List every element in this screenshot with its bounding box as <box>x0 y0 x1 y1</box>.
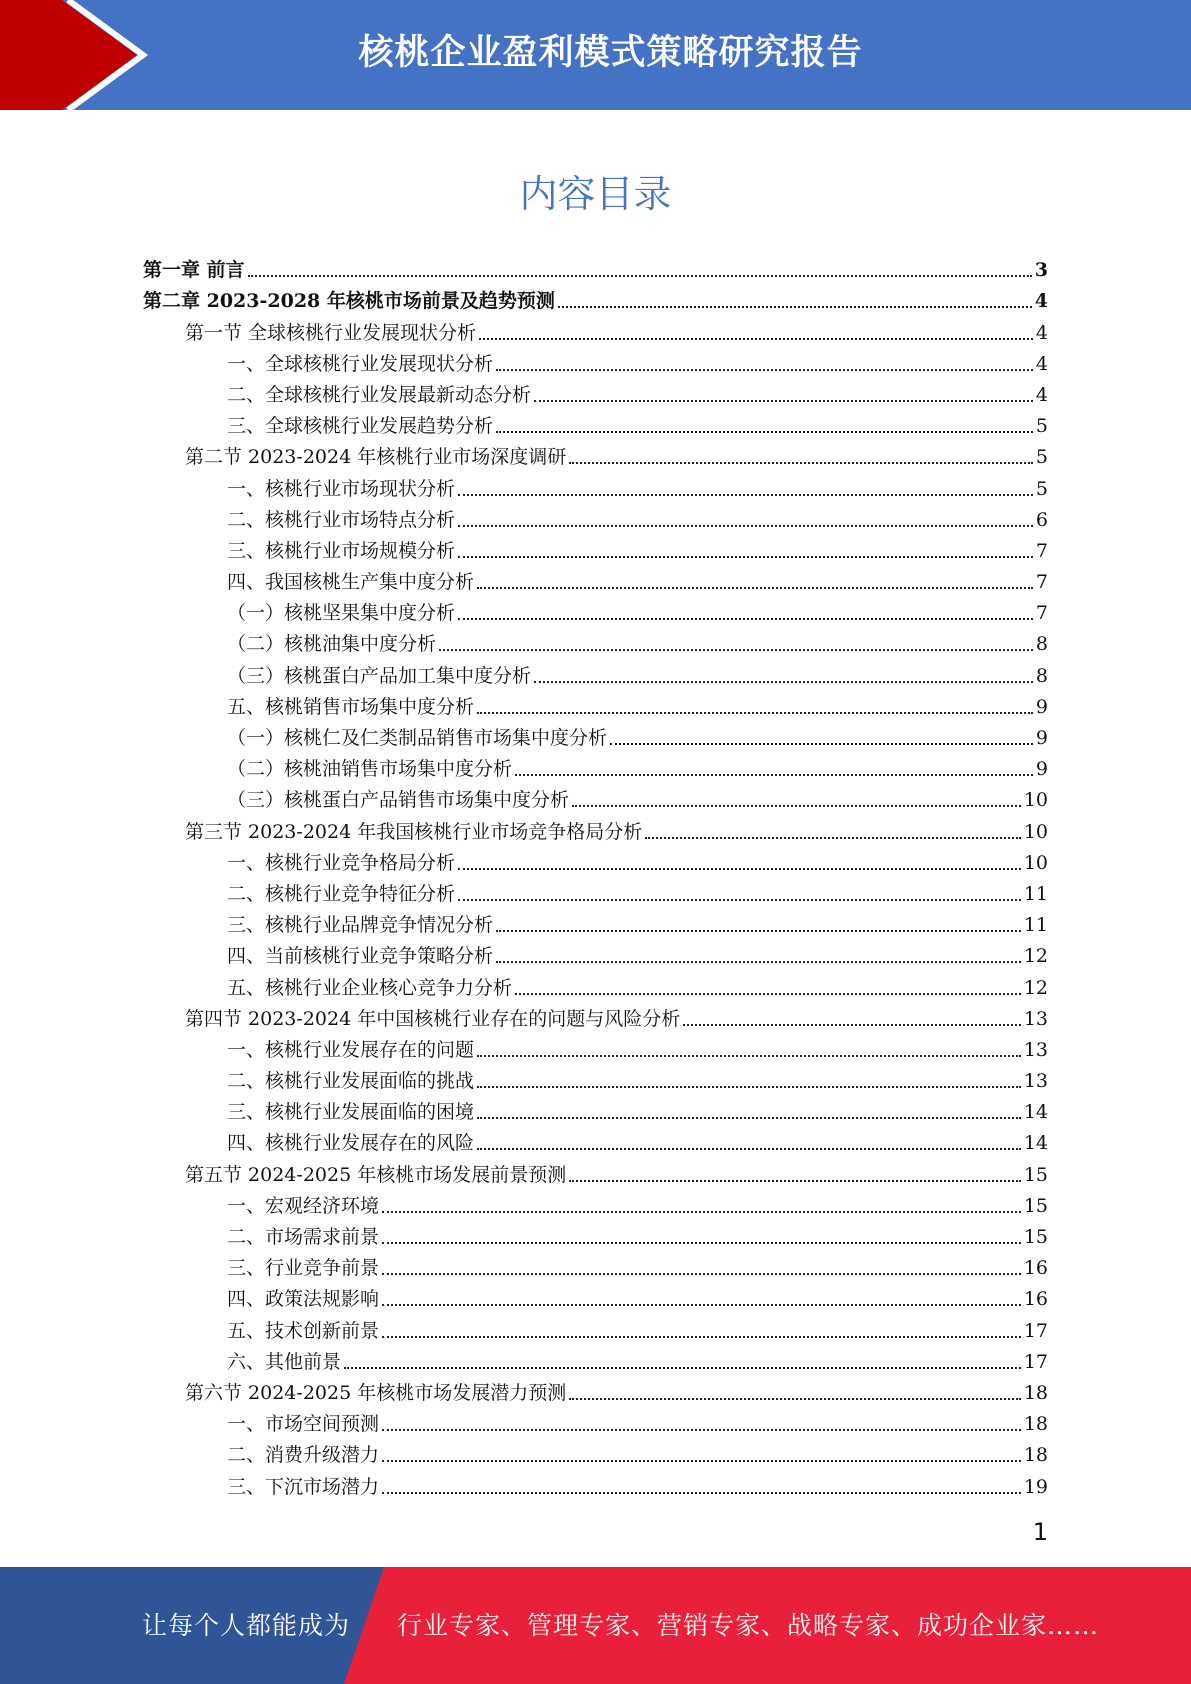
toc-entry-page: 5 <box>1035 415 1048 438</box>
toc-entry-page: 13 <box>1023 1070 1048 1093</box>
toc-entry-label: 六、其他前景 <box>227 1350 342 1373</box>
toc-dot-leader <box>610 743 1033 745</box>
toc-entry[interactable] <box>143 940 1048 971</box>
report-title: 核桃企业盈利模式策略研究报告 <box>358 33 863 73</box>
toc-dot-leader <box>477 1117 1021 1119</box>
toc-entry-label: 四、核桃行业发展存在的风险 <box>227 1132 475 1155</box>
toc-entry-page: 4 <box>1034 290 1048 313</box>
toc-entry-label: 三、下沉市场潜力 <box>227 1475 380 1498</box>
footer-slogan-left: 让每个人都能成为 <box>142 1611 351 1640</box>
toc-entry[interactable] <box>143 1003 1048 1034</box>
toc-entry[interactable] <box>143 348 1048 379</box>
toc-entry-label: （一）核桃仁及仁类制品销售市场集中度分析 <box>227 727 608 749</box>
toc-entry-page: 4 <box>1035 321 1048 344</box>
toc-entry-page: 11 <box>1023 914 1048 937</box>
toc-dot-leader <box>458 899 1021 901</box>
toc-entry[interactable] <box>143 1065 1048 1096</box>
toc-dot-leader <box>439 649 1033 651</box>
toc-entry[interactable] <box>143 878 1048 909</box>
toc-entry[interactable] <box>143 1221 1048 1252</box>
toc-dot-leader <box>382 1429 1021 1431</box>
page-number: 1 <box>1032 1518 1048 1546</box>
toc-entry-page: 18 <box>1023 1381 1048 1404</box>
toc-entry-page: 12 <box>1023 976 1048 999</box>
toc-entry-label: 一、核桃行业发展存在的问题 <box>227 1038 475 1061</box>
toc-entry[interactable] <box>143 753 1048 784</box>
toc-entry-page: 16 <box>1023 1288 1048 1311</box>
toc-heading: 内容目录 <box>519 172 672 216</box>
toc-entry-label: 第一节 全球核桃行业发展现状分析 <box>185 321 477 344</box>
toc-entry-page: 9 <box>1035 695 1048 718</box>
toc-entry-page: 8 <box>1035 664 1048 687</box>
toc-dot-leader <box>382 1242 1021 1244</box>
toc-entry-page: 7 <box>1035 571 1048 594</box>
toc-dot-leader <box>458 525 1033 527</box>
toc-entry[interactable] <box>143 379 1048 410</box>
toc-entry-page: 3 <box>1034 259 1048 282</box>
toc-entry-label: 五、核桃行业企业核心竞争力分析 <box>227 976 513 999</box>
toc-entry-label: 一、核桃行业市场现状分析 <box>227 477 456 500</box>
toc-entry-label: 三、核桃行业市场规模分析 <box>227 539 456 562</box>
toc-entry-page: 13 <box>1023 1038 1048 1061</box>
toc-entry-label: 一、宏观经济环境 <box>227 1194 380 1217</box>
toc-entry-label: （二）核桃油集中度分析 <box>227 633 437 656</box>
toc-entry[interactable] <box>143 1096 1048 1127</box>
toc-entry[interactable] <box>143 285 1048 316</box>
toc-dot-leader <box>683 1024 1021 1026</box>
toc-entry[interactable] <box>143 566 1048 597</box>
toc-dot-leader <box>248 275 1032 277</box>
toc-dot-leader <box>515 774 1033 776</box>
toc-entry-page: 6 <box>1035 508 1048 531</box>
toc-entry[interactable] <box>143 504 1048 535</box>
toc-entry[interactable] <box>143 628 1048 659</box>
toc-entry[interactable] <box>143 1377 1048 1408</box>
table-of-contents <box>143 254 1048 1502</box>
toc-entry-page: 10 <box>1023 789 1048 812</box>
toc-entry-label: 三、行业竞争前景 <box>227 1257 380 1280</box>
toc-entry[interactable] <box>143 909 1048 940</box>
toc-dot-leader <box>569 1398 1021 1400</box>
toc-entry[interactable] <box>143 1408 1048 1439</box>
toc-entry-label: 五、技术创新前景 <box>227 1319 380 1342</box>
toc-dot-leader <box>496 369 1033 371</box>
toc-entry-page: 10 <box>1023 820 1048 843</box>
toc-dot-leader <box>558 306 1032 308</box>
toc-entry[interactable] <box>143 597 1048 628</box>
toc-entry-page: 14 <box>1023 1132 1048 1155</box>
toc-entry-page: 12 <box>1023 945 1048 968</box>
toc-dot-leader <box>382 1460 1021 1462</box>
toc-entry[interactable] <box>143 1034 1048 1065</box>
toc-entry-label: 第四节 2023-2024 年中国核桃行业存在的问题与风险分析 <box>185 1007 681 1030</box>
toc-entry[interactable] <box>143 1127 1048 1158</box>
toc-entry-page: 15 <box>1023 1194 1048 1217</box>
toc-dot-leader <box>569 1180 1021 1182</box>
toc-entry[interactable] <box>143 784 1048 815</box>
toc-dot-leader <box>477 1148 1021 1150</box>
toc-dot-leader <box>534 681 1033 683</box>
toc-entry-label: （一）核桃坚果集中度分析 <box>227 602 456 625</box>
toc-entry-page: 8 <box>1035 633 1048 656</box>
toc-dot-leader <box>458 494 1033 496</box>
toc-entry-label: 第三节 2023-2024 年我国核桃行业市场竞争格局分析 <box>185 820 643 843</box>
toc-entry[interactable] <box>143 722 1048 753</box>
toc-dot-leader <box>645 837 1021 839</box>
toc-dot-leader <box>496 961 1021 963</box>
toc-dot-leader <box>477 587 1033 589</box>
toc-entry[interactable] <box>143 1190 1048 1221</box>
toc-entry[interactable] <box>143 1314 1048 1345</box>
toc-dot-leader <box>569 462 1033 464</box>
toc-entry[interactable] <box>143 472 1048 503</box>
toc-entry-label: 第二节 2023-2024 年核桃行业市场深度调研 <box>185 446 567 469</box>
toc-entry-label: 四、我国核桃生产集中度分析 <box>227 571 475 594</box>
toc-dot-leader <box>382 1492 1021 1494</box>
toc-entry-label: （三）核桃蛋白产品销售市场集中度分析 <box>227 789 570 812</box>
toc-entry-label: 一、全球核桃行业发展现状分析 <box>227 352 494 375</box>
toc-entry-label: 二、全球核桃行业发展最新动态分析 <box>227 383 532 406</box>
toc-entry-label: 五、核桃销售市场集中度分析 <box>227 695 475 718</box>
toc-entry-label: 三、全球核桃行业发展趋势分析 <box>227 415 494 438</box>
toc-entry-page: 19 <box>1023 1475 1048 1498</box>
toc-entry-page: 10 <box>1023 851 1048 874</box>
toc-entry[interactable] <box>143 316 1048 347</box>
toc-dot-leader <box>479 338 1033 340</box>
toc-entry[interactable] <box>143 1346 1048 1377</box>
toc-entry-page: 15 <box>1023 1163 1048 1186</box>
toc-entry-page: 7 <box>1035 539 1048 562</box>
toc-dot-leader <box>458 618 1033 620</box>
toc-dot-leader <box>477 712 1033 714</box>
toc-dot-leader <box>572 805 1021 807</box>
footer-slogan-right: 行业专家、管理专家、营销专家、战略专家、成功企业家…… <box>397 1611 1100 1640</box>
toc-entry[interactable] <box>143 1252 1048 1283</box>
toc-entry-label: 二、市场需求前景 <box>227 1226 380 1248</box>
toc-entry-label: 第一章 前言 <box>143 259 245 282</box>
toc-entry-page: 7 <box>1035 602 1048 625</box>
toc-entry-label: 二、核桃行业竞争特征分析 <box>227 882 456 905</box>
toc-dot-leader <box>382 1304 1021 1306</box>
toc-entry-page: 13 <box>1023 1007 1048 1030</box>
toc-entry-page: 18 <box>1023 1444 1048 1467</box>
footer-banner <box>0 1567 1191 1684</box>
toc-entry[interactable] <box>143 254 1048 285</box>
toc-entry-page: 16 <box>1023 1257 1048 1280</box>
toc-dot-leader <box>534 400 1033 402</box>
toc-entry[interactable] <box>143 1158 1048 1189</box>
toc-entry-page: 11 <box>1023 882 1048 905</box>
toc-dot-leader <box>477 1086 1021 1088</box>
toc-entry[interactable] <box>143 410 1048 441</box>
toc-dot-leader <box>496 431 1033 433</box>
toc-entry[interactable] <box>143 1470 1048 1501</box>
toc-dot-leader <box>382 1273 1021 1275</box>
toc-entry-page: 17 <box>1023 1350 1048 1373</box>
toc-entry-label: （二）核桃油销售市场集中度分析 <box>227 758 513 781</box>
toc-entry-label: 三、核桃行业品牌竞争情况分析 <box>227 914 494 937</box>
toc-entry[interactable] <box>143 815 1048 846</box>
toc-entry-label: 四、当前核桃行业竞争策略分析 <box>227 945 494 968</box>
header-banner <box>0 0 1191 110</box>
toc-entry-page: 4 <box>1035 383 1048 406</box>
toc-entry-page: 15 <box>1023 1226 1048 1248</box>
toc-entry[interactable] <box>143 659 1048 690</box>
toc-entry[interactable] <box>143 535 1048 566</box>
toc-entry-page: 9 <box>1035 727 1048 749</box>
toc-entry-page: 9 <box>1035 758 1048 781</box>
toc-entry-page: 5 <box>1035 446 1048 469</box>
toc-dot-leader <box>382 1336 1021 1338</box>
toc-entry-label: 二、核桃行业发展面临的挑战 <box>227 1070 475 1093</box>
toc-entry-label: 三、核桃行业发展面临的困境 <box>227 1101 475 1124</box>
toc-entry[interactable] <box>143 1439 1048 1470</box>
toc-entry-label: 二、核桃行业市场特点分析 <box>227 508 456 531</box>
toc-dot-leader <box>382 1211 1021 1213</box>
toc-entry[interactable] <box>143 691 1048 722</box>
toc-entry[interactable] <box>143 1283 1048 1314</box>
toc-entry-label: （三）核桃蛋白产品加工集中度分析 <box>227 664 532 687</box>
toc-dot-leader <box>344 1367 1021 1369</box>
toc-entry-page: 14 <box>1023 1101 1048 1124</box>
toc-entry-label: 第六节 2024-2025 年核桃市场发展潜力预测 <box>185 1381 567 1404</box>
toc-dot-leader <box>458 556 1033 558</box>
toc-entry-label: 二、消费升级潜力 <box>227 1444 380 1467</box>
toc-entry-page: 17 <box>1023 1319 1048 1342</box>
toc-dot-leader <box>496 930 1021 932</box>
toc-entry-page: 4 <box>1035 352 1048 375</box>
toc-dot-leader <box>477 1055 1021 1057</box>
toc-entry-page: 5 <box>1035 477 1048 500</box>
toc-dot-leader <box>515 993 1021 995</box>
toc-entry[interactable] <box>143 847 1048 878</box>
toc-entry-label: 一、市场空间预测 <box>227 1413 380 1436</box>
toc-entry-label: 一、核桃行业竞争格局分析 <box>227 851 456 874</box>
toc-entry[interactable] <box>143 441 1048 472</box>
toc-entry-label: 四、政策法规影响 <box>227 1288 380 1311</box>
toc-entry-label: 第五节 2024-2025 年核桃市场发展前景预测 <box>185 1163 567 1186</box>
toc-entry[interactable] <box>143 971 1048 1002</box>
toc-dot-leader <box>458 868 1021 870</box>
toc-entry-label: 第二章 2023-2028 年核桃市场前景及趋势预测 <box>143 290 555 313</box>
toc-entry-page: 18 <box>1023 1413 1048 1436</box>
